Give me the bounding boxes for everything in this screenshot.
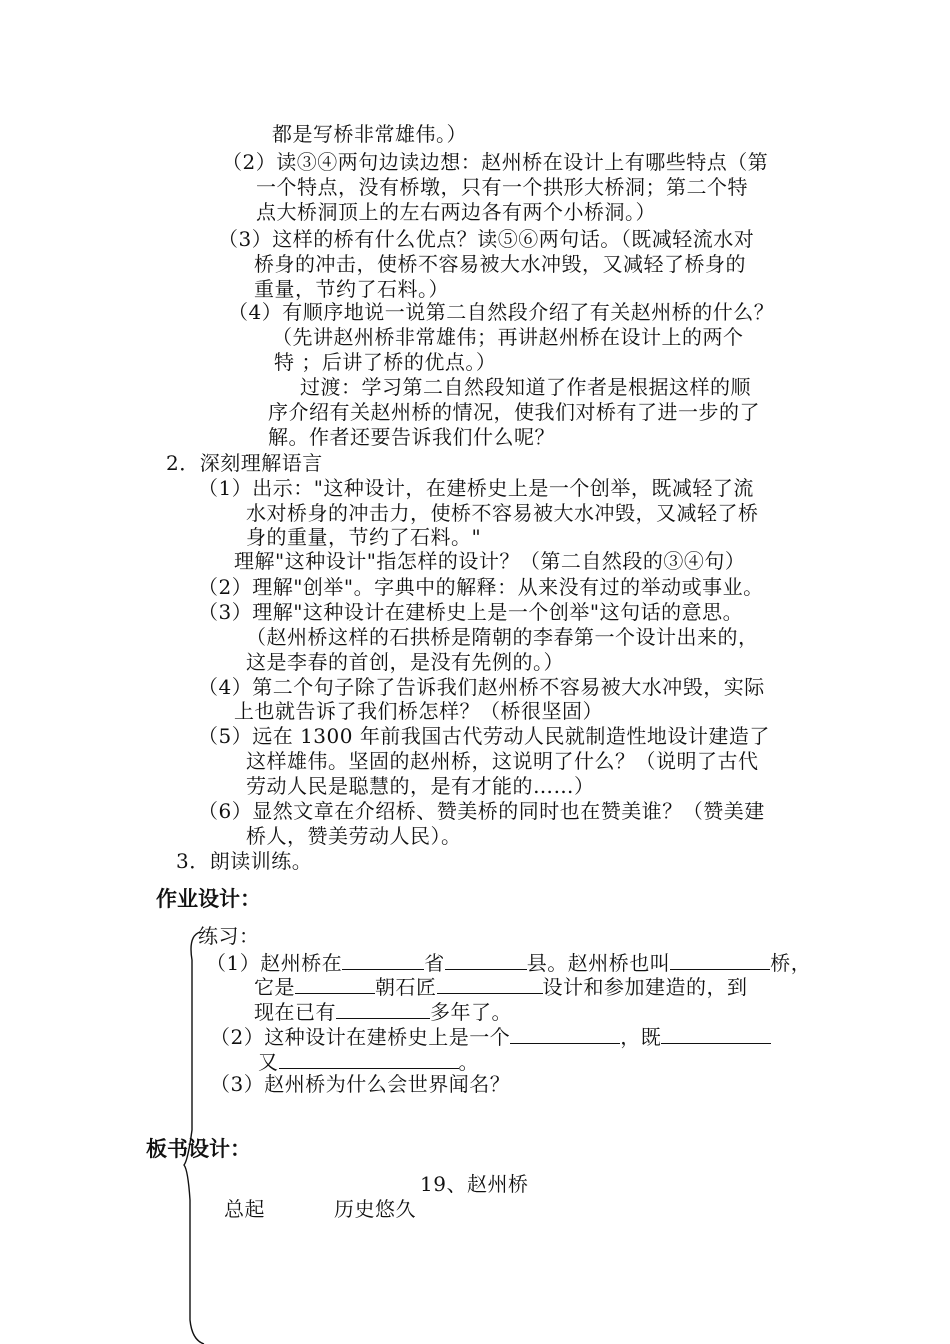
text-line: （3）这样的桥有什么优点？读⑤⑥两句话。（既减轻流水对 [218,227,755,251]
q1-text: 桥， [770,951,812,975]
exercise-q3: （3）赵州桥为什么会世界闻名？ [210,1072,511,1096]
board-heading: 19、赵州桥 [420,1172,529,1196]
text-line: 点大桥洞顶上的左右两边各有两个小桥洞。） [256,200,656,224]
text-line: 这是李春的首创，是没有先例的。） [246,650,564,674]
text-line: 都是写桥非常雄伟。） [272,122,467,146]
text-line: 序介绍有关赵州桥的情况，使我们对桥有了进一步的了 [268,400,760,424]
q2-text: 又 [258,1050,279,1074]
q1-text: （1）赵州桥在 [206,951,343,975]
q2-text: ，既 [620,1025,662,1049]
text-line: 水对桥身的冲击力，使桥不容易被大水冲毁，又减轻了桥 [246,501,759,525]
q2-text: （2）这种设计在建桥史上是一个 [210,1025,511,1049]
homework-title: 作业设计： [156,887,261,911]
text-line: 重量，节约了石料。） [254,277,449,301]
section-heading: 3．朗读训练。 [176,849,313,873]
q1-text: 现在已有 [254,1000,336,1024]
q1-text: 省 [424,951,445,975]
text-line: （6）显然文章在介绍桥、赞美桥的同时也在赞美谁？（赞美建 [198,799,765,823]
q1-text: 朝石匠 [375,975,437,999]
text-line: （赵州桥这样的石拱桥是隋朝的李春第一个设计出来的， [246,625,759,649]
section-heading: 2．深刻理解语言 [166,451,323,475]
q1-text: 多年了。 [430,1000,512,1024]
text-line: 桥身的冲击，使桥不容易被大水冲毁，又减轻了桥身的 [254,252,746,276]
text-line: 理解"这种设计"指怎样的设计？（第二自然段的③④句） [234,549,746,573]
text-line: 上也就告诉了我们桥怎样？（桥很坚固） [234,699,603,723]
q2-text: 。 [458,1050,479,1074]
text-line: 特 ；后讲了桥的优点。） [274,350,497,374]
q1-text: 县。赵州桥也叫 [526,951,671,975]
text-line: （先讲赵州桥非常雄伟；再讲赵州桥在设计上的两个 [272,325,744,349]
text-line: 桥人，赞美劳动人民）。 [246,824,462,848]
text-line: 这样雄伟。坚固的赵州桥，这说明了什么？（说明了古代 [246,749,759,773]
text-line: 劳动人民是聪慧的，是有才能的……） [246,774,595,798]
text-line: （1）出示："这种设计，在建桥史上是一个创举，既减轻了流 [198,476,754,500]
text-line: 解。作者还要告诉我们什么呢？ [268,425,555,449]
text-line: （4）有顺序地说一说第二自然段介绍了有关赵州桥的什么？ [228,300,775,324]
text-line: （2）读③④两句边读边想：赵州桥在设计上有哪些特点（第 [222,150,769,174]
text-line: （5）远在 1300 年前我国古代劳动人民就制造性地设计建造了 [198,724,770,748]
text-line: （2）理解"创举"。字典中的解释：从来没有过的举动或事业。 [198,575,764,599]
board-title: 板书设计： [146,1137,251,1161]
q1-text: 它是 [254,975,295,999]
text-line: （3）理解"这种设计在建桥史上是一个创举"这句话的意思。 [198,600,744,624]
q1-text: 设计和参加建造的，到 [542,975,748,999]
board-item-left: 总起 [224,1197,265,1221]
text-line: 过渡：学习第二自然段知道了作者是根据这样的顺 [300,375,751,399]
exercise-label: 练习： [198,924,260,948]
text-line: （4）第二个句子除了告诉我们赵州桥不容易被大水冲毁，实际 [198,675,765,699]
text-line: 身的重量，节约了石料。" [246,525,482,549]
board-item-right: 历史悠久 [334,1197,416,1221]
text-line: 一个特点，没有桥墩，只有一个拱形大桥洞；第二个特 [256,175,748,199]
